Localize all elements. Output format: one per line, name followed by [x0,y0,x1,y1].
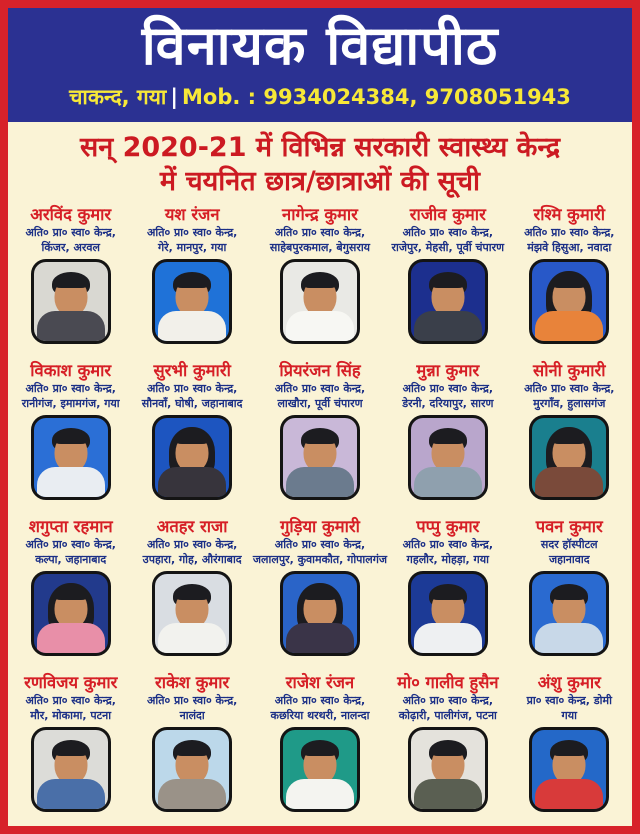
student-health-center: अति० प्रा० स्वा० केन्द्र, [524,382,615,395]
student-location: गया [561,708,577,722]
student-health-center: अति० प्रा० स्वा० केन्द्र, [146,226,238,239]
avatar-shirt [286,311,354,344]
student-location: राजेपुर, मेहसी, पूर्वी चंपारण [391,240,505,254]
avatar-shirt [414,467,482,500]
student-location: उपहारा, गोह, औरंगाबाद [142,552,242,566]
student-name: मुन्ना कुमार [416,361,480,380]
student-name: अतहर राजा [156,517,228,536]
student-name: मो० गालीव हुसैन [397,673,499,692]
avatar-shirt [158,311,226,344]
student-name: राजीव कुमार [409,205,486,224]
student-photo [152,571,232,656]
institute-location: चाकन्द, गया [69,85,167,109]
student-location: किंजर, अरवल [41,240,100,254]
student-name: रश्मि कुमारी [533,205,606,224]
student-photo [408,727,488,812]
student-location: डेरनी, दरियापुर, सारण [402,396,494,410]
student-location: कछरिया थरथरी, नालन्दा [270,708,370,722]
avatar-shirt [158,467,226,500]
student-location: जलालपुर, कुवामकौत, गोपालगंज [252,552,388,566]
avatar-shirt [414,623,482,656]
student-photo [31,259,111,344]
notice-line2: में चयनित छात्र/छात्राओं की सूची [159,166,481,197]
student-photo [31,571,111,656]
student-photo [529,415,609,500]
student-health-center: प्रा० स्वा० केन्द्र, डोमी [526,694,612,707]
student-photo [152,259,232,344]
student-health-center: सदर हॉस्पीटल [540,538,598,551]
student-card [509,672,630,824]
student-card [131,672,252,824]
avatar-shirt [158,779,226,812]
student-location: मंझवे हिसुआ, नवादा [527,240,612,254]
student-photo [31,415,111,500]
student-photo [152,727,232,812]
avatar-hair-fringe [431,743,464,756]
student-card [253,360,387,512]
avatar-hair-fringe [303,743,336,756]
avatar-shirt [37,623,105,656]
student-photo [280,259,360,344]
student-card [10,516,131,668]
avatar-hair-fringe [431,587,464,600]
student-card [387,204,508,356]
student-photo [280,571,360,656]
avatar-hair-fringe [176,587,209,600]
students-grid [8,202,632,824]
student-health-center: अति० प्रा० स्वा० केन्द्र, [25,694,116,707]
student-name: राकेश कुमार [155,673,230,692]
student-name: अंशु कुमार [537,673,601,692]
selection-notice [8,122,632,202]
contact-line [8,84,632,110]
avatar-shirt [37,779,105,812]
student-name: पवन कुमार [535,517,603,536]
avatar-shirt [286,467,354,500]
student-name: सुरभी कुमारी [153,361,231,380]
student-photo [152,415,232,500]
student-location: कल्पा, जहानाबाद [35,552,107,566]
student-health-center: अति० प्रा० स्वा० केन्द्र, [402,382,494,395]
student-photo [280,415,360,500]
avatar-hair-fringe [54,743,87,756]
student-photo [408,415,488,500]
student-card [131,360,252,512]
student-health-center: अति० प्रा० स्वा० केन्द्र, [274,538,366,551]
student-name: प्रियरंजन सिंह [279,361,361,380]
student-health-center: अति० प्रा० स्वा० केन्द्र, [274,694,366,707]
student-photo [529,259,609,344]
student-card [10,672,131,824]
avatar-hair-fringe [54,587,87,600]
avatar-hair-fringe [176,275,209,288]
student-card [10,204,131,356]
avatar-shirt [414,779,482,812]
student-location: लाखौरा, पूर्वी चंपारण [277,396,363,410]
student-photo [280,727,360,812]
student-card [509,516,630,668]
student-card [131,204,252,356]
avatar-hair-fringe [54,275,87,288]
avatar-hair-fringe [553,275,586,288]
student-health-center: अति० प्रा० स्वा० केन्द्र, [25,382,116,395]
student-card [253,516,387,668]
separator: | [170,85,179,109]
student-card [387,360,508,512]
student-photo [408,259,488,344]
student-health-center: अति० प्रा० स्वा० केन्द्र, [146,694,238,707]
avatar-hair-fringe [176,743,209,756]
student-location: सौनवाँ, घोषी, जहानाबाद [141,396,243,410]
student-name: गुड़िया कुमारी [280,517,360,536]
student-health-center: अति० प्रा० स्वा० केन्द्र, [524,226,615,239]
student-name: नागेन्द्र कुमार [282,205,358,224]
notice-line1: सन् 2020-21 में विभिन्न सरकारी स्वास्थ्य केन्द्र [79,132,561,163]
student-health-center: अति० प्रा० स्वा० केन्द्र, [146,382,238,395]
student-name: राजेश रंजन [285,673,355,692]
avatar-hair-fringe [303,275,336,288]
student-name: सोनी कुमारी [533,361,606,380]
student-name: रणविजय कुमार [24,673,118,692]
avatar-hair-fringe [553,743,586,756]
avatar-hair-fringe [553,431,586,444]
student-location: मुरगाँव, हुलासगंज [533,396,606,410]
avatar-hair-fringe [553,587,586,600]
student-health-center: अति० प्रा० स्वा० केन्द्र, [146,538,238,551]
avatar-shirt [414,311,482,344]
student-photo [408,571,488,656]
avatar-shirt [535,623,603,656]
avatar-shirt [535,311,603,344]
avatar-shirt [286,623,354,656]
student-location: कोढ़ारी, पालीगंज, पटना [398,708,497,722]
student-health-center: अति० प्रा० स्वा० केन्द्र, [25,538,116,551]
avatar-hair-fringe [54,431,87,444]
student-health-center: अति० प्रा० स्वा० केन्द्र, [274,382,366,395]
student-name: यश रंजन [164,205,220,224]
student-card [387,672,508,824]
avatar-shirt [37,311,105,344]
student-location: नालंदा [179,708,205,722]
student-location: मौर, मोकामा, पटना [30,708,112,722]
avatar-shirt [286,779,354,812]
student-card [131,516,252,668]
avatar-hair-fringe [303,431,336,444]
student-photo [529,727,609,812]
student-health-center: अति० प्रा० स्वा० केन्द्र, [402,226,494,239]
avatar-hair-fringe [431,275,464,288]
student-location: जहानावाद [548,552,590,566]
student-location: गहलौर, मोहड़ा, गया [406,552,489,566]
student-card [509,360,630,512]
student-card [253,204,387,356]
mobile-numbers: Mob. : 9934024384, 9708051943 [182,85,571,109]
student-location: साहेबपुरकमाल, बेगुसराय [269,240,371,254]
student-health-center: अति० प्रा० स्वा० केन्द्र, [402,538,494,551]
avatar-shirt [37,467,105,500]
avatar-hair-fringe [176,431,209,444]
student-health-center: अति० प्रा० स्वा० केन्द्र, [25,226,116,239]
avatar-shirt [535,779,603,812]
student-health-center: अति० प्रा० स्वा० केन्द्र, [402,694,494,707]
avatar-shirt [535,467,603,500]
student-photo [31,727,111,812]
student-photo [529,571,609,656]
student-card [509,204,630,356]
student-name: शगुप्ता रहमान [28,517,113,536]
header-banner [8,8,632,122]
student-location: रानीगंज, इमामगंज, गया [21,396,120,410]
student-card [253,672,387,824]
student-name: पप्पु कुमार [416,517,480,536]
student-card [387,516,508,668]
student-location: गेरे, मानपुर, गया [157,240,227,254]
student-card [10,360,131,512]
student-name: विकाश कुमार [30,361,112,380]
institute-title: विनायक विद्यापीठ [141,14,499,77]
avatar-hair-fringe [431,431,464,444]
avatar-shirt [158,623,226,656]
student-name: अरविंद कुमार [30,205,112,224]
student-health-center: अति० प्रा० स्वा० केन्द्र, [274,226,366,239]
avatar-hair-fringe [303,587,336,600]
